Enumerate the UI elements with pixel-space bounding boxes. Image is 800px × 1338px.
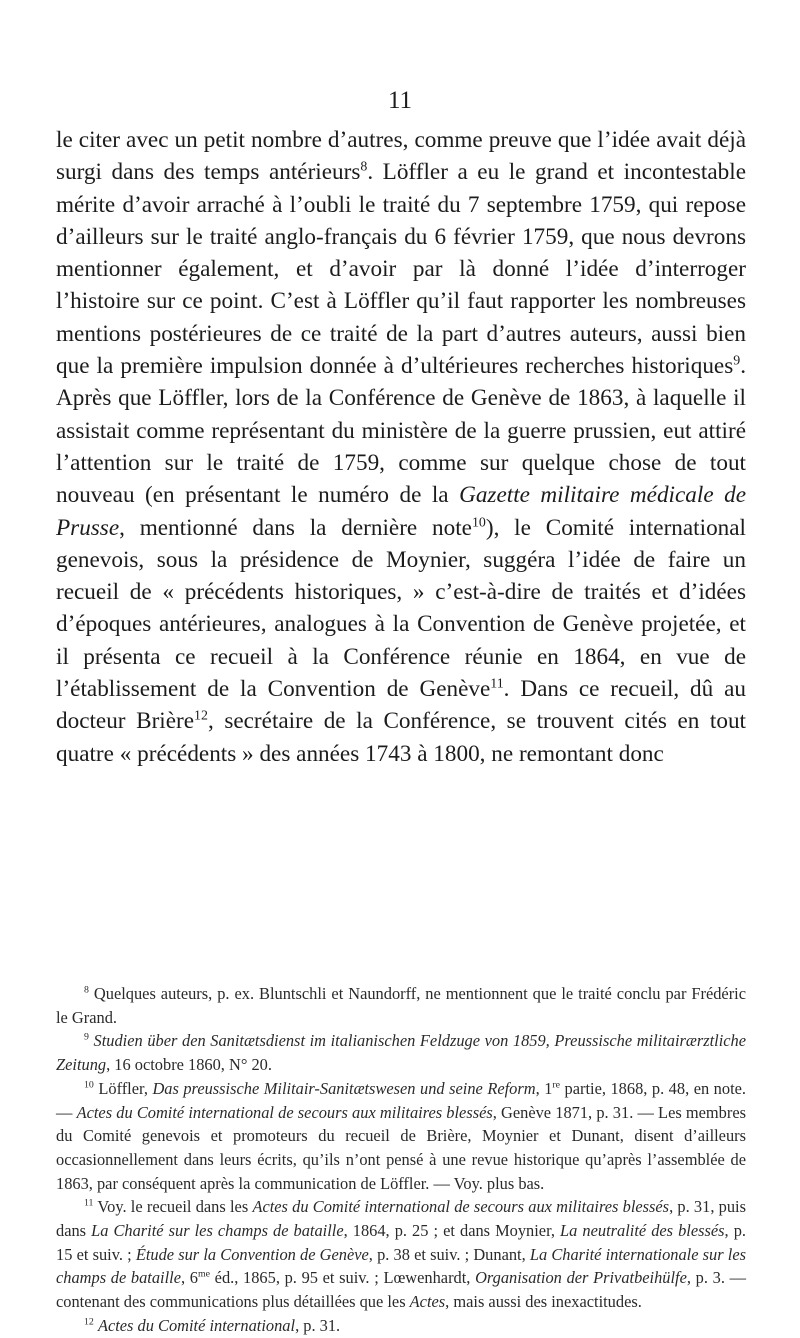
footnote-text: , p. 3. — contenant des communications plus détaillées que les	[56, 1268, 747, 1312]
body-text: ), le Comité international genevois, sous la présidence de Moynier, suggéra l’idée de faire un recueil de « précédents historiques, » c’est-à-dire de traités et d’idées d’époques antérieures, analogues à la Convention de Genève projetée, et il présenta ce recueil à la Conférence réunie en 1864, en vue de l’établissement de la Convention de Genève	[56, 514, 746, 703]
footnote-text: Löffler,	[98, 1078, 153, 1098]
cited-title: Actes du Comité international de secours aux militaires blessés	[252, 1197, 670, 1217]
cited-title: Das preussische Militair-Sanitætswesen und seine Reform	[152, 1078, 536, 1098]
cited-title: Studien über den Sanitætsdienst im italianischen Feldzuge von 1859, Preussische militairærztliche Zeitung	[56, 1031, 746, 1075]
footnote-12	[56, 1314, 746, 1338]
footnote-10	[56, 1077, 746, 1196]
body-text: , secrétaire de la Conférence, se trouvent cités en tout quatre « précédents » des années 1743 à 1800, ne remontant donc	[56, 708, 747, 767]
page-number: 11	[387, 87, 413, 114]
cited-title: La Charité internationale sur les champs de bataille	[56, 1244, 746, 1288]
footnote-ref: 11	[490, 676, 504, 692]
cited-title: Actes du Comité international	[97, 1315, 296, 1335]
journal-title: Gazette militaire médicale de Prusse	[56, 482, 746, 541]
body-paragraph	[56, 124, 746, 770]
footnote-mark: 11	[84, 1197, 94, 1209]
footnote-text: éd., 1865, p. 95 et suiv. ; Lœwenhardt,	[210, 1268, 476, 1288]
footnote-mark: 12	[84, 1316, 94, 1328]
footnote-text: , 1	[535, 1078, 553, 1098]
ordinal-suffix: re	[552, 1079, 561, 1091]
footnote-text: , p. 38 et suiv. ; Dunant,	[368, 1244, 530, 1264]
body-text: . Dans ce recueil, dû au docteur Brière	[56, 676, 747, 735]
cited-title: Actes	[409, 1292, 446, 1312]
cited-title: Organisation der Privatbeihülfe	[475, 1268, 687, 1288]
footnote-text: , 1864, p. 25 ; et dans Moynier,	[343, 1221, 561, 1241]
footnote-text: Voy. le recueil dans les	[97, 1197, 253, 1217]
footnote-ref: 8	[360, 159, 368, 175]
main-text	[56, 124, 746, 770]
footnote-text: partie, 1868, p. 48, en note. —	[56, 1078, 746, 1122]
cited-title: Actes du Comité international de secours aux militaires blessés	[76, 1102, 493, 1122]
footnote-text: , mais aussi des inexactitudes.	[445, 1292, 642, 1312]
footnote-mark: 8	[84, 984, 89, 996]
body-text: le citer avec un petit nombre d’autres, comme preuve que l’idée avait déjà surgi dans des temps antérieurs	[56, 127, 746, 186]
footnote-11	[56, 1195, 746, 1314]
footnote-text: , 16 octobre 1860, N° 20.	[106, 1055, 272, 1075]
footnote-mark: 10	[84, 1079, 94, 1091]
cited-title: La neutralité des blessés	[560, 1221, 725, 1241]
ordinal-suffix: me	[197, 1268, 210, 1280]
footnote-text: , p. 31, puis dans	[56, 1197, 746, 1241]
footnote-ref: 9	[733, 353, 741, 369]
body-text: . Löffler a eu le grand et incontestable mérite d’avoir arraché à l’oubli le traité du 7 septembre 1759, qui repose d’ailleurs sur le traité anglo-français du 6 février 1759, que nous devrons mentionner également, et d’avoir par là donné l’idée d’interroger l’histoire sur ce point. C’est à Löffler qu’il faut rapporter les nombreuses mentions postérieures de ce traité de la part d’autres auteurs, aussi bien que la première impulsion donnée à d’ultérieures recherches historiques	[56, 159, 746, 380]
footnote-text: , p. 31.	[295, 1315, 341, 1335]
footnote-9	[56, 1029, 746, 1076]
footnotes	[56, 982, 746, 1338]
footnote-text: , 6	[181, 1268, 198, 1288]
footnote-text: , p. 15 et suiv. ;	[56, 1221, 746, 1264]
footnote-text: Quelques auteurs, p. ex. Bluntschli et Naundorff, ne mentionnent que le traité conclu par Frédéric le Grand.	[56, 984, 746, 1027]
footnote-ref: 12	[194, 708, 208, 724]
cited-title: La Charité sur les champs de bataille	[91, 1221, 344, 1241]
body-text: , mentionné dans la dernière note	[119, 514, 472, 541]
cited-title: Étude sur la Convention de Genève	[135, 1244, 369, 1264]
footnote-mark: 9	[84, 1031, 89, 1043]
footnote-ref: 10	[471, 514, 486, 530]
body-text: . Après que Löffler, lors de la Conférence de Genève de 1863, à laquelle il assistait comme représentant du ministère de la guerre prussien, eut attiré l’attention sur le traité de 1759, comme sur quelque chose de tout nouveau (en présentant le numéro de la	[56, 353, 746, 509]
footnote-text: , Genève 1871, p. 31. — Les membres du Comité genevois et promoteurs du recueil de Brière, Moynier et Dunant, disent d’ailleurs occasionnellement dans leurs écrits, qu’ils n’ont pensé à une revue historique qu’après l’assemblée de 1863, par conséquent après la communication de Löffler. — Voy. plus bas.	[56, 1102, 746, 1193]
footnote-8	[56, 982, 746, 1029]
